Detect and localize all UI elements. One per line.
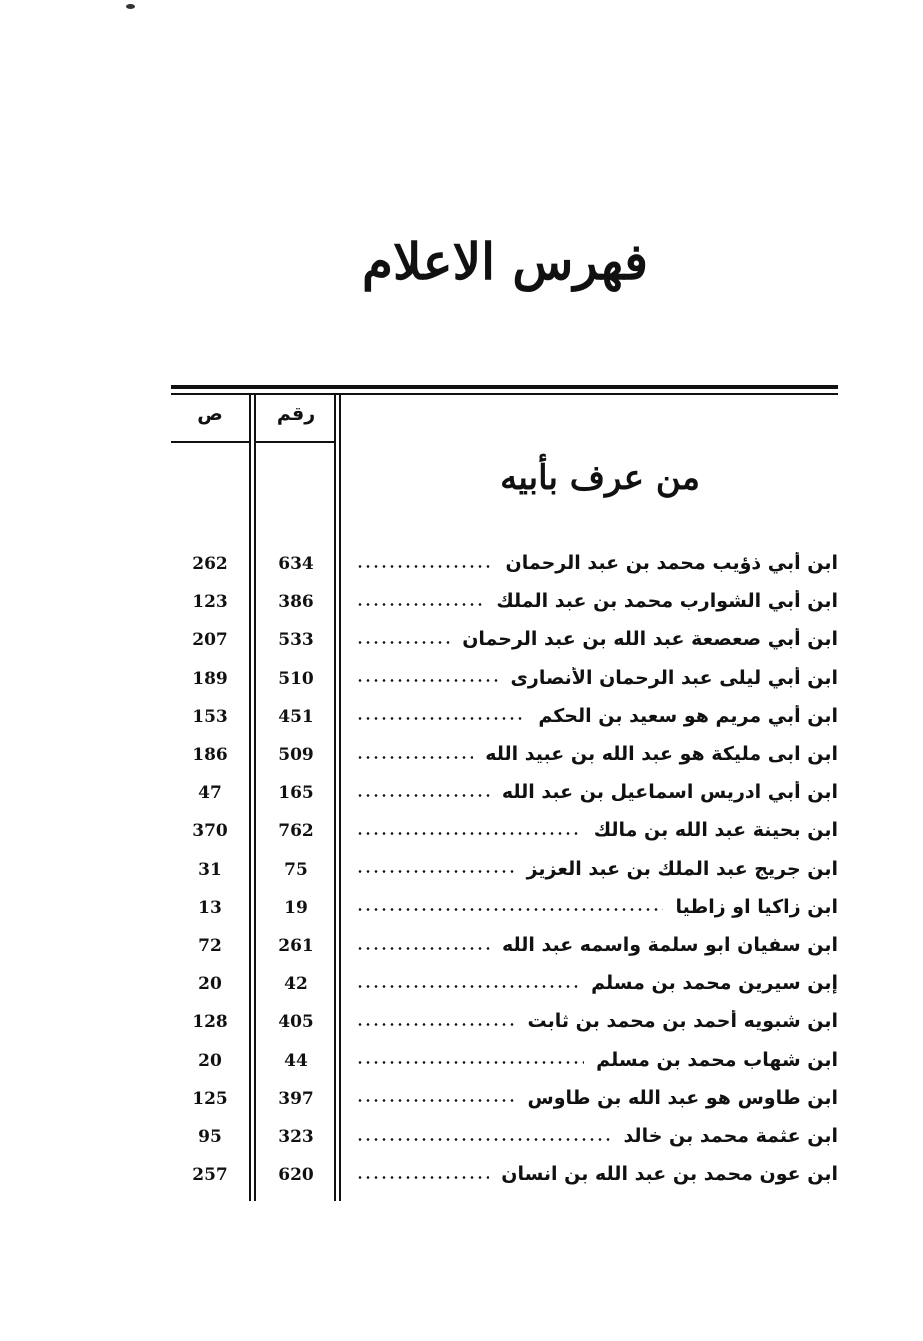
index-entry xyxy=(0,854,923,892)
entry-page: 153 xyxy=(192,706,228,727)
index-entry xyxy=(0,1045,923,1083)
entry-page: 186 xyxy=(192,745,228,765)
entry-name: ابن أبي ليلى عبد الرحمان الأنصارى xyxy=(510,666,838,689)
header-underline xyxy=(171,441,249,443)
entry-name: ابن أبي ذؤيب محمد بن عبد الرحمان xyxy=(505,552,838,574)
dot-leader xyxy=(356,985,579,988)
entry-name-cell xyxy=(356,590,838,612)
entry-name-cell xyxy=(356,1163,838,1185)
entry-name: ابن بحينة عبد الله بن مالك xyxy=(593,819,838,842)
entry-name-cell xyxy=(356,972,838,994)
entry-number: 620 xyxy=(278,1165,314,1186)
column-header-page: ص xyxy=(197,403,223,425)
entry-number: 405 xyxy=(278,1012,314,1033)
entry-name-cell xyxy=(356,743,838,765)
index-entry xyxy=(0,1006,923,1044)
entry-name: ابن طاوس هو عبد الله بن طاوس xyxy=(527,1086,838,1109)
entry-name-cell xyxy=(356,1125,838,1147)
entry-name: ابن أبي مريم هو سعيد بن الحكم xyxy=(538,704,838,727)
entry-page: 20 xyxy=(198,1050,222,1071)
entry-name-cell xyxy=(356,1049,838,1071)
column-header-number: رقم xyxy=(276,403,316,425)
dot-leader xyxy=(356,1023,515,1026)
dot-leader xyxy=(356,641,450,644)
index-entry xyxy=(0,586,923,624)
entry-number: 451 xyxy=(278,706,314,727)
dot-leader xyxy=(356,947,490,950)
entry-page: 47 xyxy=(198,783,222,804)
index-entry xyxy=(0,1083,923,1121)
table-top-rule-thick xyxy=(171,385,838,389)
index-entry xyxy=(0,701,923,739)
entry-name: ابن أبي الشوارب محمد بن عبد الملك xyxy=(496,590,838,613)
entry-name-cell xyxy=(356,1087,838,1109)
entry-name: ابن أبي صعصعة عبد الله بن عبد الرحمان xyxy=(462,628,838,651)
dot-leader xyxy=(356,1176,489,1179)
index-entry xyxy=(0,1159,923,1197)
entry-name-cell xyxy=(356,781,838,803)
index-entry xyxy=(0,968,923,1006)
entry-number: 510 xyxy=(278,668,314,689)
entry-name-cell xyxy=(356,552,838,574)
entry-number: 165 xyxy=(278,783,314,804)
entry-name-cell xyxy=(356,667,838,689)
dot-leader xyxy=(356,832,582,835)
entry-page: 189 xyxy=(192,668,228,689)
entry-page: 72 xyxy=(198,936,222,956)
header-underline xyxy=(256,441,336,443)
entry-name-cell xyxy=(356,1010,838,1032)
entry-name-cell xyxy=(356,819,838,841)
entry-name-cell xyxy=(356,896,838,918)
entry-page: 95 xyxy=(198,1127,222,1147)
index-entry xyxy=(0,663,923,701)
entry-name: ابن جريج عبد الملك بن عبد العزيز xyxy=(526,857,838,880)
table-top-rule-thin xyxy=(171,393,838,395)
dot-leader xyxy=(356,1061,584,1064)
dot-leader xyxy=(356,756,473,759)
dot-leader xyxy=(356,717,526,720)
index-entry xyxy=(0,815,923,853)
entry-name: ابن عون محمد بن عبد الله بن انسان xyxy=(501,1163,838,1186)
entry-name: ابن عثمة محمد بن خالد xyxy=(623,1125,838,1147)
entry-number: 42 xyxy=(284,974,308,995)
entry-name: ابن ابى مليكة هو عبد الله بن عبيد الله xyxy=(485,743,838,765)
entry-name: إبن سيرين محمد بن مسلم xyxy=(591,972,838,995)
dot-leader xyxy=(356,603,484,606)
dot-leader xyxy=(356,870,515,873)
dot-leader xyxy=(356,679,498,682)
entry-page: 262 xyxy=(192,554,228,574)
entry-number: 261 xyxy=(278,936,314,956)
entry-number: 509 xyxy=(278,745,314,765)
ink-speck xyxy=(126,4,135,9)
entry-name: ابن سفيان ابو سلمة واسمه عبد الله xyxy=(501,934,838,956)
entry-name: ابن زاكيا او زاطيا xyxy=(675,895,838,918)
entry-page: 207 xyxy=(192,630,228,651)
entry-name: ابن شبويه أحمد بن محمد بن ثابت xyxy=(527,1010,838,1033)
entry-name-cell xyxy=(356,705,838,727)
entry-number: 634 xyxy=(278,554,314,574)
index-entry xyxy=(0,739,923,777)
entry-number: 19 xyxy=(284,897,308,918)
index-entry xyxy=(0,930,923,968)
dot-leader xyxy=(356,565,494,568)
index-entry xyxy=(0,624,923,662)
dot-leader xyxy=(356,1099,515,1102)
entry-number: 397 xyxy=(278,1088,314,1109)
entry-page: 370 xyxy=(192,821,228,842)
entry-number: 762 xyxy=(278,821,314,842)
index-entry xyxy=(0,1121,923,1159)
dot-leader xyxy=(356,794,490,797)
entry-page: 125 xyxy=(192,1088,228,1109)
entry-page: 31 xyxy=(198,859,222,880)
entry-number: 533 xyxy=(278,630,314,651)
index-entry xyxy=(0,892,923,930)
entry-page: 257 xyxy=(192,1165,228,1186)
entry-name-cell xyxy=(356,858,838,880)
index-entry xyxy=(0,548,923,586)
entry-page: 123 xyxy=(192,592,228,613)
entry-number: 323 xyxy=(278,1127,314,1147)
entry-page: 20 xyxy=(198,974,222,995)
page-title: فهرس الاعلام xyxy=(361,232,648,291)
entry-name-cell xyxy=(356,934,838,956)
entry-name: ابن أبي ادريس اسماعيل بن عبد الله xyxy=(501,781,838,804)
entry-name: ابن شهاب محمد بن مسلم xyxy=(596,1048,838,1071)
index-entry xyxy=(0,777,923,815)
entry-number: 386 xyxy=(278,592,314,613)
entry-page: 128 xyxy=(192,1012,228,1033)
entry-number: 44 xyxy=(284,1050,308,1071)
dot-leader xyxy=(356,1138,611,1141)
section-title: من عرف بأبيه xyxy=(500,458,700,498)
entry-number: 75 xyxy=(284,859,308,880)
entry-page: 13 xyxy=(198,897,222,918)
entry-name-cell xyxy=(356,628,838,650)
dot-leader xyxy=(356,908,663,911)
